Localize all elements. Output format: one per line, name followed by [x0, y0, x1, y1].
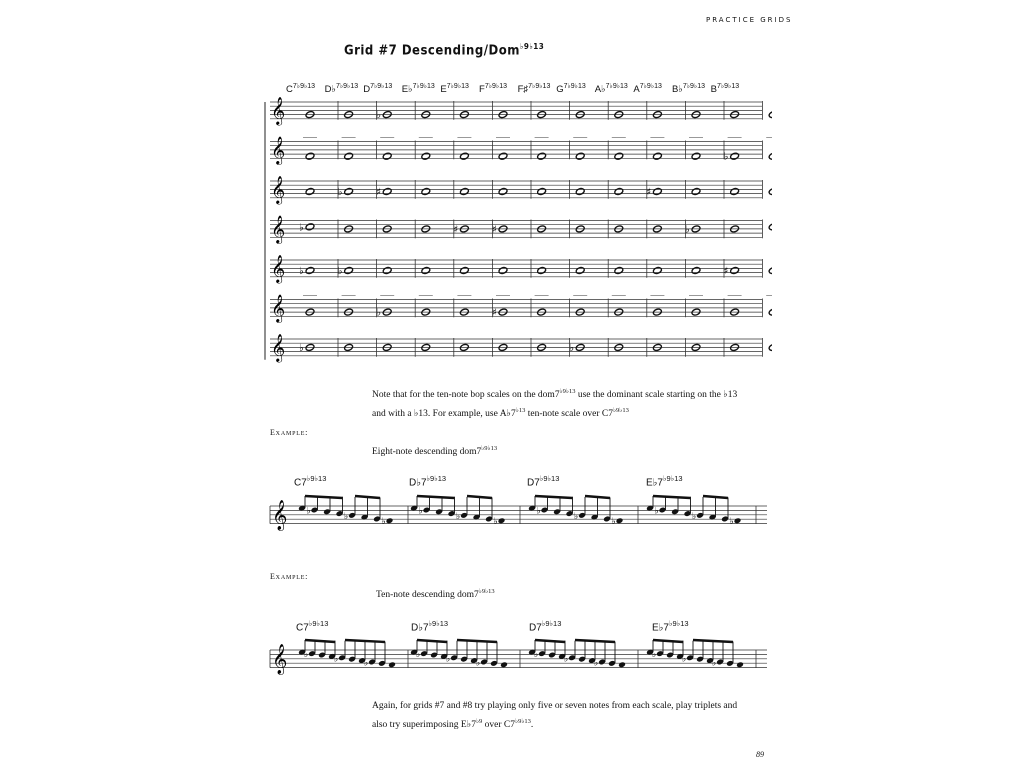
chord-root: G: [556, 84, 564, 96]
note-line-2-sup2: ♭9♭13: [612, 407, 629, 415]
accidental: ♭: [381, 517, 386, 528]
accidental: ♭: [337, 187, 343, 198]
accidental: ♭: [446, 654, 451, 665]
chord-quality: 7♭9♭13: [484, 83, 507, 90]
note-line-2a: and with a ♭13. For example, use A♭7: [372, 409, 516, 420]
chord-quality: ♭9♭13: [668, 619, 689, 628]
chord-quality: ♭9♭13: [428, 619, 449, 628]
whole-note: [498, 187, 508, 195]
accidental: ♭: [569, 342, 574, 354]
accidental: ♭: [344, 511, 349, 522]
accidental: ♭: [376, 110, 381, 122]
whole-note: [535, 137, 549, 160]
whole-note: [685, 224, 701, 235]
whole-note: [768, 223, 772, 231]
treble-clef-icon: 𝄞: [271, 96, 286, 125]
example-2-label: Example:: [270, 572, 309, 581]
note-line-2: [372, 403, 772, 422]
whole-note: [728, 295, 742, 316]
grid-title-sup: ♭9♭13: [519, 42, 545, 51]
whole-note: [766, 137, 772, 160]
whole-note: [303, 295, 317, 316]
example-1-caption-text: Eight-note descending dom7: [372, 447, 482, 458]
whole-note: [691, 187, 701, 195]
whole-note: [419, 295, 433, 316]
whole-note: [573, 295, 587, 316]
grid-staff-row: [270, 294, 772, 323]
note-line-1: [372, 384, 772, 403]
whole-note: [299, 222, 315, 233]
whole-note: [614, 266, 624, 274]
example-1-label: Example:: [270, 428, 309, 437]
example-1-caption-sup: ♭9♭13: [481, 445, 498, 452]
chord-root: D♭7: [409, 477, 427, 489]
chord-root: D♭7: [411, 622, 429, 634]
chord-root: E♭: [401, 84, 413, 96]
whole-note: [766, 295, 772, 316]
chord-quality: 7♭9♭13: [446, 83, 469, 90]
whole-note: [338, 187, 354, 198]
whole-note: [537, 187, 547, 195]
closing-line-2a: also try superimposing E♭7: [372, 720, 476, 731]
chord-quality: 7♭9♭13: [335, 83, 359, 90]
treble-clef-icon: 𝄞: [271, 333, 286, 362]
closing-line-2b: over C7: [482, 720, 516, 731]
whole-note: [376, 110, 392, 121]
treble-clef-icon: 𝄞: [271, 254, 286, 283]
chord-quality: 7♭9♭13: [716, 83, 740, 90]
whole-note: [376, 295, 394, 318]
chord-quality: 7♭9♭13: [605, 83, 628, 90]
whole-note: [492, 295, 510, 318]
whole-note: [453, 224, 469, 235]
closing-line-2-sup: ♭9: [475, 718, 483, 725]
treble-clef-icon: 𝄞: [272, 500, 288, 531]
chord-quality: 7♭9♭13: [528, 83, 551, 90]
grid-staff-row: [270, 215, 772, 244]
whole-note: [691, 266, 701, 274]
eighth-note: [386, 517, 394, 524]
whole-note: [612, 137, 626, 160]
whole-note: [419, 137, 433, 160]
closing-paragraph: [372, 699, 772, 733]
treble-clef-icon: 𝄞: [271, 214, 286, 243]
accidental: ♭: [611, 517, 616, 528]
whole-note: [498, 266, 508, 274]
chord-quality: 7♭9♭13: [370, 83, 393, 90]
scale-run: [528, 496, 638, 527]
example-2-caption-sup: ♭9♭13: [478, 588, 495, 595]
grid-staff-row: [270, 333, 772, 362]
whole-note: [569, 343, 585, 354]
eighth-note: [618, 661, 626, 668]
treble-clef-icon: 𝄞: [271, 135, 286, 164]
grid-staff-row: [270, 254, 772, 283]
accidental: ♭: [416, 650, 421, 661]
grid-staff-row: [270, 96, 772, 125]
chord-quality: ♭9♭13: [426, 474, 447, 483]
grid-title-text: Grid #7 Descending/Dom: [344, 43, 520, 59]
example-1-staff: [262, 488, 772, 544]
accidental: ♯: [492, 307, 497, 319]
whole-note: [612, 295, 626, 316]
note-line-2b: ten-note scale over C7: [525, 409, 613, 420]
chord-root: E: [440, 84, 447, 96]
example-2-caption-text: Ten-note descending dom7: [376, 590, 479, 601]
chord-root: D7: [527, 477, 540, 489]
eighth-note: [616, 517, 624, 524]
accidental: ♭: [299, 342, 304, 354]
accidental: ♭: [334, 654, 339, 665]
whole-note: [652, 266, 662, 274]
whole-note: [457, 137, 471, 160]
whole-note: [299, 266, 315, 277]
whole-note: [376, 187, 392, 198]
scale-run: [298, 496, 408, 527]
grid-title: [344, 42, 544, 58]
whole-note: [730, 187, 740, 195]
whole-note: [768, 266, 772, 274]
whole-note: [646, 187, 662, 198]
example-chord-label: [527, 474, 559, 488]
accidental: ♭: [574, 511, 579, 522]
chord-quality: ♭9♭13: [662, 474, 683, 483]
chord-root: C: [286, 84, 293, 96]
chord-quality: 7♭9♭13: [412, 83, 435, 90]
accidental: ♭: [685, 224, 690, 236]
chord-root: E♭7: [652, 622, 669, 634]
treble-clef-icon: 𝄞: [271, 175, 286, 204]
whole-note: [492, 224, 508, 235]
chord-root: A: [633, 84, 640, 96]
note-line-2-sup: ♭13: [515, 407, 526, 415]
chord-root: A♭: [594, 84, 606, 96]
whole-note: [689, 295, 703, 316]
closing-line-2c: .: [530, 720, 534, 731]
grid-staff-row: [270, 175, 772, 204]
whole-note: [299, 343, 315, 354]
accidental: ♭: [594, 658, 599, 669]
chord-root: B♭: [672, 84, 683, 96]
whole-note: [535, 295, 549, 316]
whole-note: [382, 266, 392, 274]
running-header: PRACTICE GRIDS: [706, 16, 793, 24]
closing-line-2-sup2: ♭9♭13: [515, 718, 531, 725]
eighth-note: [498, 517, 506, 524]
accidental: ♭: [692, 511, 697, 522]
whole-note: [724, 266, 740, 277]
example-chord-label: [294, 474, 326, 488]
whole-note: [342, 137, 356, 160]
accidental: ♯: [723, 266, 729, 277]
closing-line-2: [372, 714, 772, 733]
whole-note: [768, 187, 772, 195]
accidental: ♭: [534, 650, 539, 661]
chord-root: D♭: [324, 84, 336, 96]
accidental: ♭: [299, 222, 304, 234]
practice-grid: [262, 92, 772, 382]
accidental: ♯: [453, 224, 459, 236]
grid-staff-row: [270, 136, 772, 165]
closing-line-1: Again, for grids #7 and #8 try playing only five or seven notes from each scale, play triplets and: [372, 701, 738, 711]
whole-note: [768, 111, 772, 119]
accidental: ♭: [456, 511, 461, 522]
eighth-note: [500, 661, 508, 668]
chord-root: E♭7: [646, 477, 663, 489]
chord-quality: ♭9♭13: [539, 474, 560, 483]
accidental: ♭: [723, 151, 729, 163]
example-2-caption: [376, 587, 495, 600]
scale-run: [410, 496, 520, 527]
example-chord-label: [646, 474, 683, 488]
chord-quality: ♭9♭13: [306, 474, 327, 483]
accidental: ♭: [364, 658, 369, 669]
accidental: ♭: [654, 506, 659, 517]
accidental: ♭: [376, 307, 381, 319]
whole-note: [689, 137, 703, 160]
whole-note: [457, 295, 471, 316]
whole-note: [496, 137, 510, 160]
whole-note: [380, 137, 394, 160]
treble-clef-icon: 𝄞: [271, 293, 286, 322]
whole-note: [537, 266, 547, 274]
chord-quality: ♭9♭13: [541, 619, 562, 628]
accidental: ♭: [682, 654, 687, 665]
whole-note: [338, 266, 354, 277]
note-line-1b: use the dominant scale starting on the ♭13: [575, 390, 738, 401]
chord-quality: 7♭9♭13: [639, 83, 662, 90]
accidental: ♭: [564, 654, 569, 665]
note-line-1-sup: ♭9♭13: [559, 388, 576, 395]
whole-note: [421, 266, 431, 274]
chord-root: F: [479, 84, 485, 96]
example-2-staff: [262, 632, 772, 688]
accidental: ♭: [418, 506, 423, 517]
whole-note: [303, 137, 317, 160]
chord-root: C7: [294, 477, 307, 489]
accidental: ♭: [476, 658, 481, 669]
whole-note: [650, 295, 664, 316]
example-chord-label: [409, 474, 446, 488]
whole-note: [575, 266, 585, 274]
scale-run: [646, 496, 756, 527]
whole-note: [459, 266, 469, 274]
whole-note: [573, 137, 587, 160]
whole-note: [459, 187, 469, 195]
whole-note: [650, 137, 664, 160]
whole-note: [575, 187, 585, 195]
accidental: ♯: [492, 224, 497, 236]
chord-root: D7: [529, 622, 542, 634]
chord-quality: ♭9♭13: [308, 619, 329, 628]
whole-note: [768, 343, 772, 351]
note-line-1a: Note that for the ten-note bop scales on the dom7: [372, 390, 560, 401]
note-paragraph: [372, 384, 772, 422]
eighth-note: [734, 517, 742, 524]
chord-root: C7: [296, 622, 309, 634]
accidental: ♭: [652, 650, 657, 661]
whole-note: [342, 295, 356, 316]
accidental: ♯: [376, 187, 382, 198]
whole-note: [305, 187, 315, 195]
chord-root: B: [710, 84, 717, 96]
eighth-note: [736, 661, 744, 668]
accidental: ♭: [299, 266, 304, 277]
treble-clef-icon: 𝄞: [272, 644, 288, 675]
accidental: ♭: [493, 517, 498, 528]
chord-quality: 7♭9♭13: [682, 83, 706, 90]
accidental: ♭: [729, 517, 734, 528]
accidental: ♭: [306, 506, 311, 517]
accidental: ♭: [304, 650, 309, 661]
accidental: ♭: [536, 506, 541, 517]
whole-note: [421, 187, 431, 195]
example-1-caption: [372, 444, 497, 457]
accidental: ♭: [712, 658, 717, 669]
chord-quality: 7♭9♭13: [292, 83, 316, 90]
chord-quality: 7♭9♭13: [563, 83, 586, 90]
chord-root: D: [363, 84, 371, 96]
accidental: ♯: [646, 187, 652, 198]
chord-root: F♯: [517, 84, 529, 96]
whole-note: [614, 187, 624, 195]
eighth-note: [388, 661, 396, 668]
accidental: ♭: [337, 266, 343, 277]
page-number: 89: [756, 750, 764, 759]
